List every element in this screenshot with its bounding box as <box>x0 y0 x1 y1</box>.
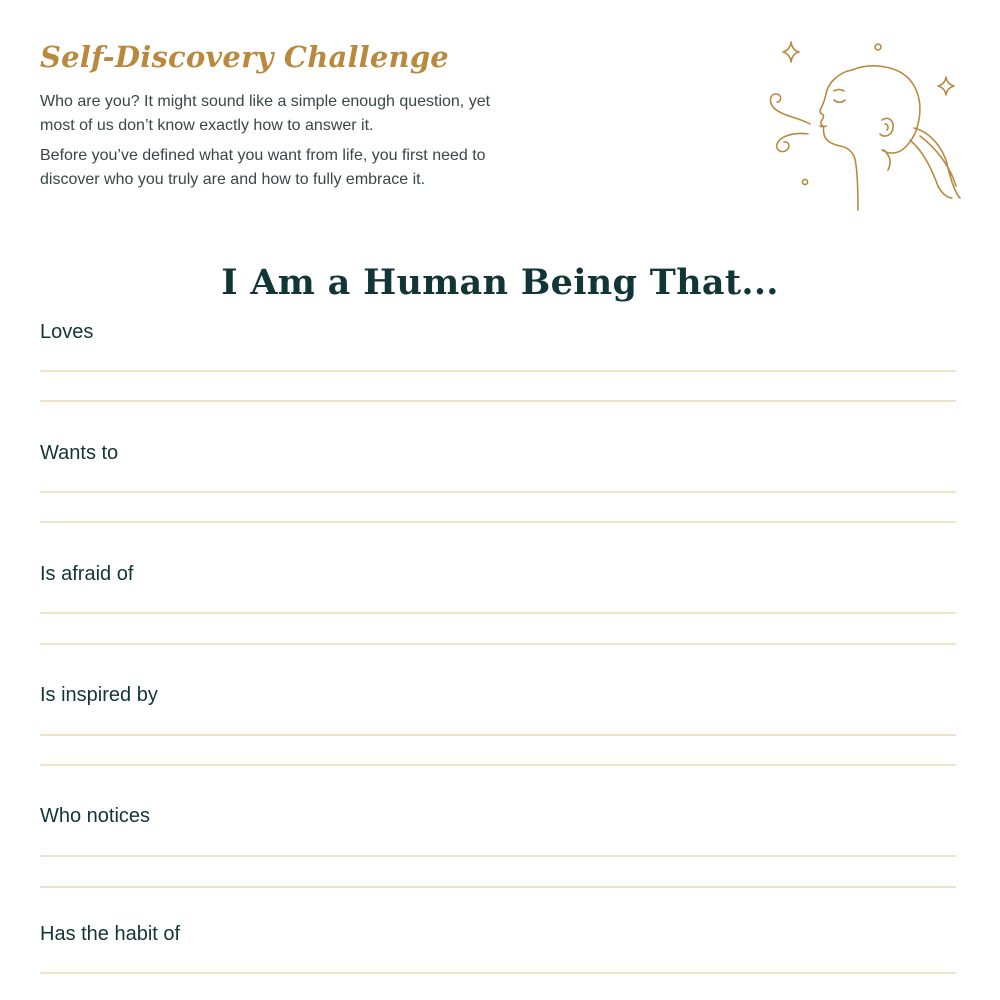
writing-line[interactable] <box>40 521 956 523</box>
prompt-label-has-the-habit-of: Has the habit of <box>40 923 181 945</box>
prompt-label-is-inspired-by: Is inspired by <box>40 684 158 706</box>
dot-icon <box>875 44 881 50</box>
breath-swirl-icon <box>777 133 808 151</box>
prompt-label-loves: Loves <box>40 321 94 343</box>
intro-paragraph-1: Who are you? It might sound like a simple enough question, yet most of us don’t know exactly how to answer it. <box>40 93 491 134</box>
writing-line[interactable] <box>40 764 956 766</box>
writing-line[interactable] <box>40 491 956 493</box>
writing-line[interactable] <box>40 855 956 857</box>
breath-swirl-icon <box>770 94 810 124</box>
writing-line[interactable] <box>40 612 956 614</box>
prompt-label-who-notices: Who notices <box>40 805 151 827</box>
worksheet-heading: I Am a Human Being That... <box>221 262 779 303</box>
writing-line[interactable] <box>40 400 956 402</box>
writing-line[interactable] <box>40 734 956 736</box>
intro-paragraph-2: Before you’ve defined what you want from life, you first need to discover who you truly are and how to fully embrace it. <box>40 147 486 188</box>
writing-line[interactable] <box>40 643 956 645</box>
dot-icon <box>802 179 807 184</box>
sparkle-icon <box>938 77 954 95</box>
prompt-label-is-afraid-of: Is afraid of <box>40 563 134 585</box>
writing-line[interactable] <box>40 886 956 888</box>
writing-line[interactable] <box>40 972 956 974</box>
prompt-label-wants-to: Wants to <box>40 442 119 464</box>
woman-profile-line-art-icon <box>760 36 965 214</box>
sparkle-icon <box>783 42 799 62</box>
page-title: Self-Discovery Challenge <box>40 40 449 74</box>
writing-line[interactable] <box>40 370 956 372</box>
